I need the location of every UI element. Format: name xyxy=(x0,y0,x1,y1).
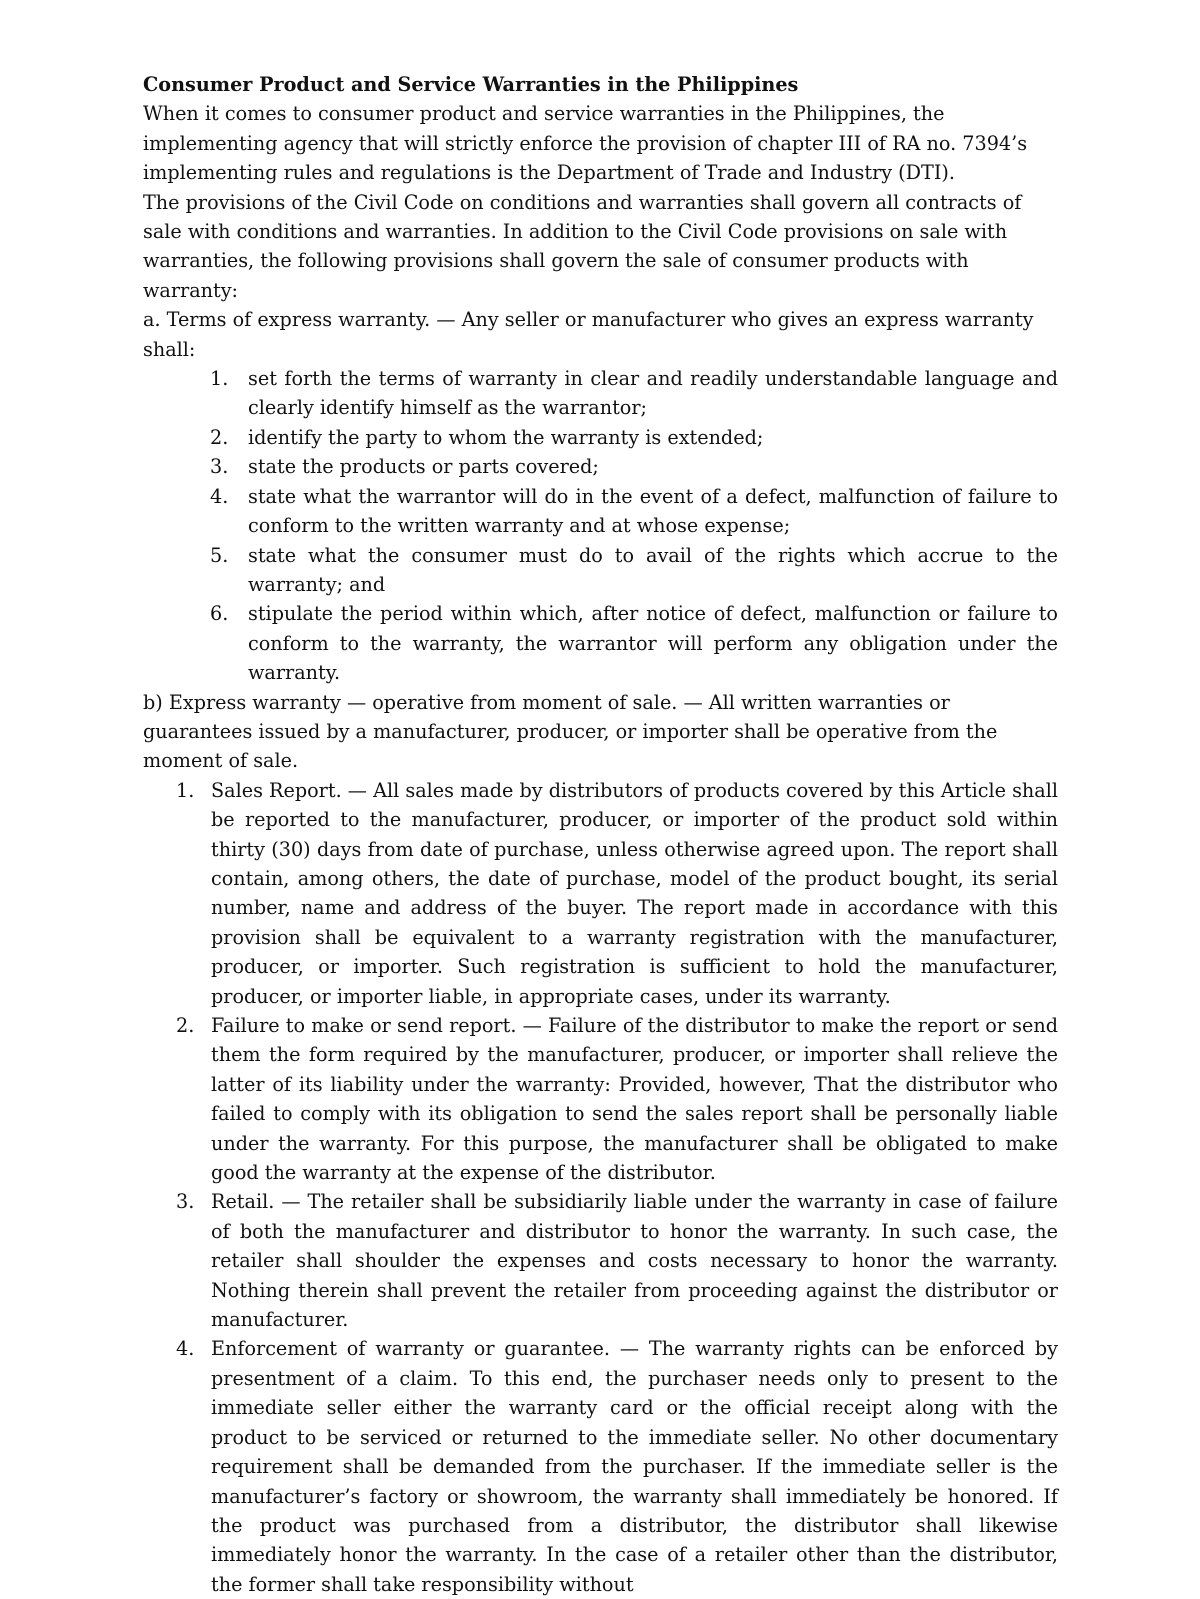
list-item xyxy=(143,1334,1058,1599)
list-item-text: stipulate the period within which, after notice of defect, malfunction or failure to conform to the warranty, the warrantor will perform any obligation under the warranty. xyxy=(248,602,1058,685)
list-item-number: 5. xyxy=(210,543,229,567)
list-item xyxy=(143,1011,1058,1187)
list-item-text: Sales Report. — All sales made by distributors of products covered by this Article shall be reported to the manufacturer, producer, or importer of the product sold within thirty (30) days from date of purchase, unless otherwise agreed upon. The report shall contain, among others, the date of purchase, model of the product bought, its serial number, name and address of the buyer. The report made in accordance with this provision shall be equivalent to a warranty registration with the manufacturer, producer, or importer. Such registration is sufficient to hold the manufacturer, producer, or importer liable, in appropriate cases, under its warranty. xyxy=(211,778,1058,1008)
section-a-heading: a. Terms of express warranty. — Any seller or manufacturer who gives an express warranty shall: xyxy=(143,308,1034,361)
document-title: Consumer Product and Service Warranties in the Philippines xyxy=(143,73,799,96)
list-item-number: 2. xyxy=(210,425,229,449)
document-page xyxy=(143,70,1058,1599)
list-item-text: Retail. — The retailer shall be subsidiarily liable under the warranty in case of failure of both the manufacturer and distributor to honor the warranty. In such case, the retailer shall shoulder the expenses and costs necessary to honor the warranty. Nothing therein shall prevent the retailer from proceeding against the distributor or manufacturer. xyxy=(211,1190,1058,1332)
list-item-number: 4. xyxy=(210,484,229,508)
list-item xyxy=(143,423,1058,452)
section-a-list xyxy=(143,364,1058,687)
list-item xyxy=(143,364,1058,423)
list-item-number: 3. xyxy=(176,1190,195,1214)
list-item-text: identify the party to whom the warranty is extended; xyxy=(248,425,764,449)
list-item-text: set forth the terms of warranty in clear and readily understandable language and clearly identify himself as the warrantor; xyxy=(248,367,1058,420)
list-item-number: 4. xyxy=(176,1337,195,1361)
list-item-number: 2. xyxy=(176,1014,195,1037)
list-item xyxy=(143,1187,1058,1334)
list-item xyxy=(143,541,1058,600)
list-item xyxy=(143,776,1058,1011)
list-item-number: 1. xyxy=(210,367,229,391)
list-item-text: state the products or parts covered; xyxy=(248,455,599,479)
list-item xyxy=(143,482,1058,541)
list-item-text: state what the warrantor will do in the event of a defect, malfunction of failure to conform to the written warranty and at whose expense; xyxy=(248,484,1058,538)
section-b-list xyxy=(143,776,1058,1599)
list-item-text: Failure to make or send report. — Failure of the distributor to make the report or send them the form required by the manufacturer, producer, or importer shall relieve the latter of its liability under the warranty: Provided, however, That the distributor who failed to comply with its obligation to send the sales report shall be personally liable under the warranty. For this purpose, the manufacturer shall be obligated to make good the warranty at the expense of the distributor. xyxy=(211,1014,1058,1185)
section-b-heading: b) Express warranty — operative from moment of sale. — All written warranties or guarantees issued by a manufacturer, producer, or importer shall be operative from the moment of sale. xyxy=(143,690,998,773)
list-item xyxy=(143,452,1058,481)
list-item-number: 3. xyxy=(210,455,229,479)
list-item-text: state what the consumer must do to avail of the rights which accrue to the warranty; and xyxy=(248,543,1058,596)
intro-paragraph: When it comes to consumer product and service warranties in the Philippines, the implementing agency that will strictly enforce the provision of chapter III of RA no. 7394’s implementing rules and regulations is the Department of Trade and Industry (DTI). xyxy=(143,102,1028,185)
intro-paragraph: The provisions of the Civil Code on conditions and warranties shall govern all contracts of sale with conditions and warranties. In addition to the Civil Code provisions on sale with warranties, the following provisions shall govern the sale of consumer products with warranty: xyxy=(143,190,1022,302)
list-item-number: 6. xyxy=(210,602,229,626)
list-item xyxy=(143,599,1058,687)
list-item-number: 1. xyxy=(176,778,195,802)
list-item-text: Enforcement of warranty or guarantee. — The warranty rights can be enforced by presentment of a claim. To this end, the purchaser needs only to present to the immediate seller either the warranty card or the official receipt along with the product to be serviced or returned to the immediate seller. No other documentary requirement shall be demanded from the purchaser. If the immediate seller is the manufacturer’s factory or showroom, the warranty shall immediately be honored. If the product was purchased from a distributor, the distributor shall likewise immediately honor the warranty. In the case of a retailer other than the distributor, the former shall take responsibility without xyxy=(211,1337,1058,1596)
